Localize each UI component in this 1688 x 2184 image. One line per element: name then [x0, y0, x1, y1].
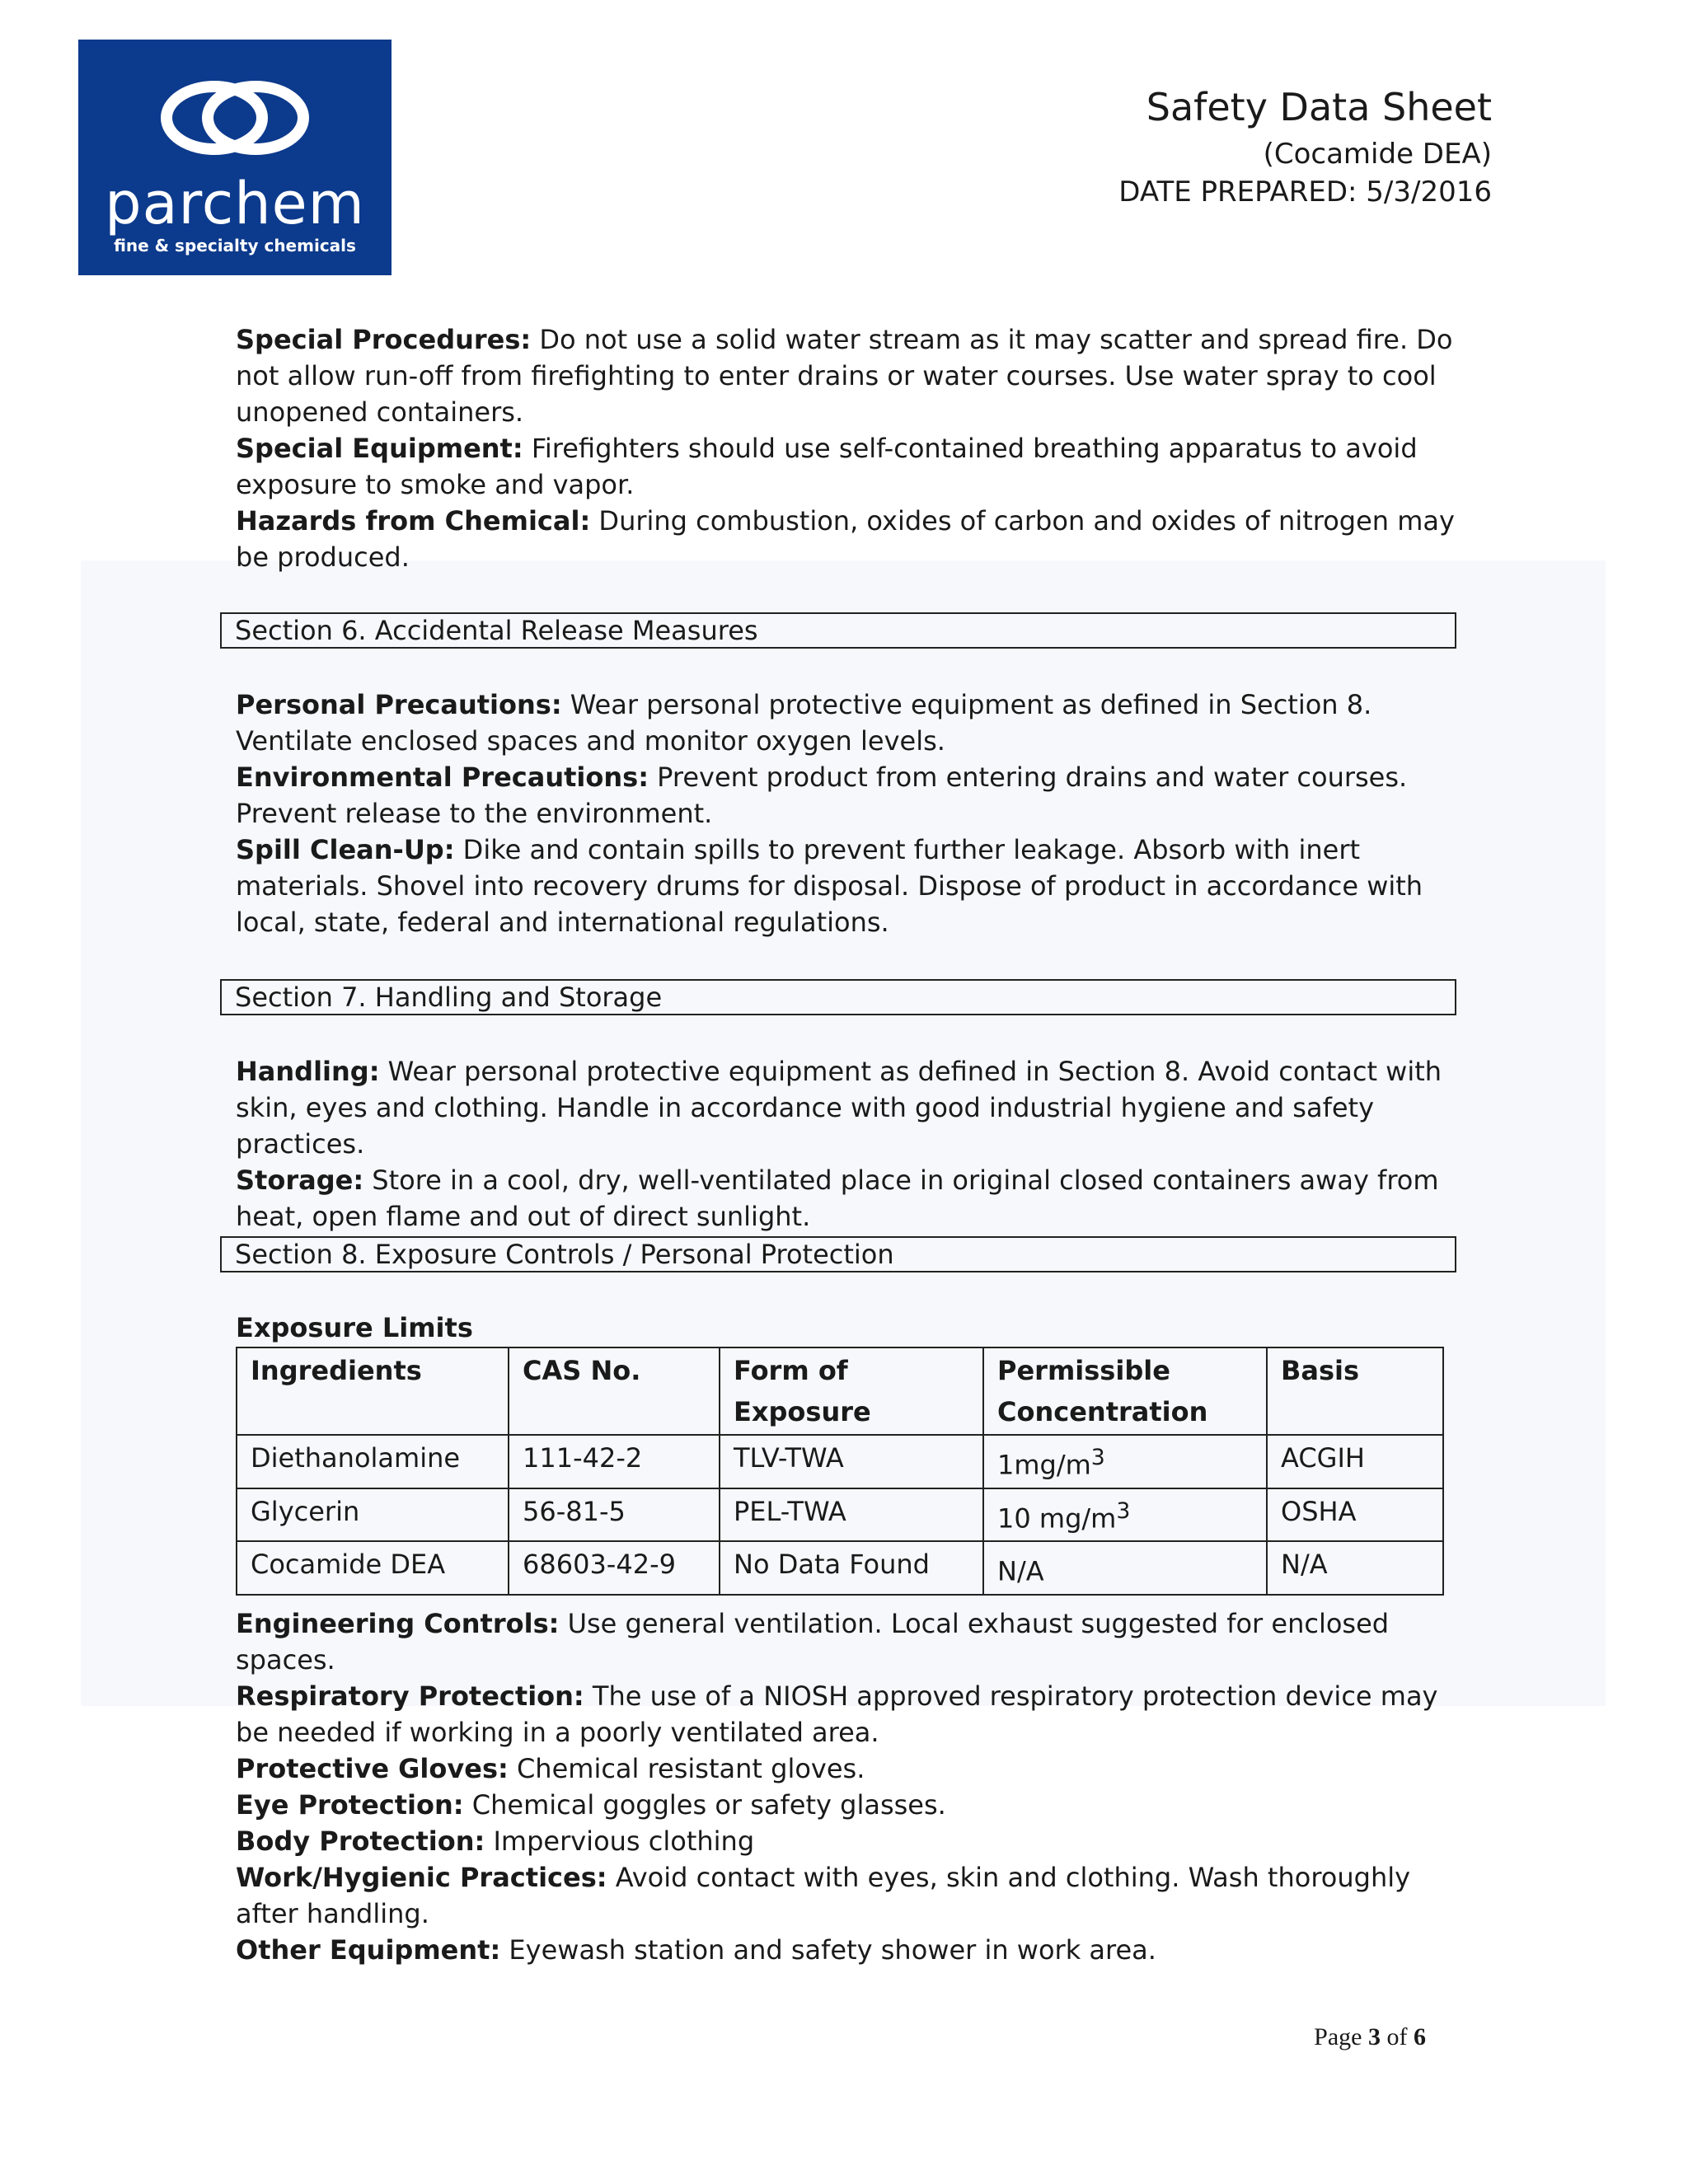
cell-cas: 68603-42-9: [509, 1541, 720, 1595]
cell-form: TLV-TWA: [720, 1435, 983, 1488]
concentration-value: N/A: [997, 1555, 1044, 1587]
cell-concentration: [983, 1541, 1267, 1595]
section-7-header: Section 7. Handling and Storage: [220, 979, 1456, 1015]
cell-concentration: [983, 1488, 1267, 1542]
section-8-header: Section 8. Exposure Controls / Personal Protection: [220, 1236, 1456, 1272]
page-total: 6: [1414, 2023, 1426, 2050]
paragraph-text: Wear personal protective equipment as defined in Section 8. Avoid contact with skin, eyes and clothing. Handle in accordance with good industrial hygiene and safety practices.: [236, 1056, 1442, 1160]
cell-form: PEL-TWA: [720, 1488, 983, 1542]
paragraph-label: Hazards from Chemical:: [236, 505, 591, 537]
cell-basis: ACGIH: [1267, 1435, 1443, 1488]
paragraph: [236, 1787, 1456, 1823]
paragraph: [236, 1678, 1456, 1750]
accidental-release-block: [236, 687, 1456, 940]
concentration-value: 10 mg/m: [997, 1502, 1117, 1535]
paragraph-label: Environmental Precautions:: [236, 762, 649, 793]
cell-ingredient: Glycerin: [237, 1488, 509, 1542]
personal-protection-block: [236, 1605, 1456, 1968]
cell-basis: N/A: [1267, 1541, 1443, 1595]
paragraph-text: Chemical goggles or safety glasses.: [463, 1789, 946, 1821]
section-6-header: Section 6. Accidental Release Measures: [220, 612, 1456, 649]
page-prefix: Page: [1314, 2023, 1368, 2050]
handling-storage-block: [236, 1053, 1456, 1235]
paragraph-text: Do not use a solid water stream as it may scatter and spread fire. Do not allow run-off from firefighting to enter drains or water courses. Use water spray to cool unopened containers.: [236, 324, 1453, 428]
paragraph-text: Use general ventilation. Local exhaust suggested for enclosed spaces.: [236, 1608, 1390, 1675]
cell-ingredient: Diethanolamine: [237, 1435, 509, 1488]
page-of: of: [1381, 2023, 1414, 2050]
concentration-exponent: 3: [1090, 1445, 1105, 1470]
paragraph-label: Storage:: [236, 1165, 364, 1196]
concentration-value: 1mg/m: [997, 1449, 1091, 1481]
document-title: Safety Data Sheet: [1146, 85, 1492, 129]
column-header: CAS No.: [509, 1347, 720, 1435]
paragraph-text: Store in a cool, dry, well-ventilated place in original closed containers away from heat, open flame and out of direct sunlight.: [236, 1165, 1439, 1232]
cell-cas: 56-81-5: [509, 1488, 720, 1542]
paragraph-label: Engineering Controls:: [236, 1608, 560, 1639]
paragraph-text: Avoid contact with eyes, skin and clothing. Wash thoroughly after handling.: [236, 1862, 1411, 1929]
logo-tagline: fine & specialty chemicals: [114, 236, 356, 255]
paragraph: [236, 503, 1456, 575]
paragraph-text: Wear personal protective equipment as defined in Section 8. Ventilate enclosed spaces and monitor oxygen levels.: [236, 689, 1372, 757]
document-header: [1118, 79, 1492, 211]
paragraph: [236, 1932, 1456, 1968]
cell-form: No Data Found: [720, 1541, 983, 1595]
paragraph-label: Respiratory Protection:: [236, 1680, 584, 1712]
cell-basis: OSHA: [1267, 1488, 1443, 1542]
logo-brand: parchem: [105, 170, 365, 237]
exposure-limits-heading: Exposure Limits: [236, 1312, 473, 1343]
paragraph: [236, 1053, 1456, 1162]
paragraph: [236, 687, 1456, 759]
paragraph-text: Dike and contain spills to prevent further leakage. Absorb with inert materials. Shovel into recovery drums for disposal. Dispose of product in accordance with local, state, federal and international regulations.: [236, 834, 1423, 938]
fire-procedures-block: [236, 321, 1456, 575]
paragraph-text: Chemical resistant gloves.: [508, 1753, 865, 1784]
paragraph: [236, 759, 1456, 832]
table-row: [237, 1488, 1443, 1542]
paragraph-text: During combustion, oxides of carbon and oxides of nitrogen may be produced.: [236, 505, 1455, 573]
column-header: Permissible Concentration: [983, 1347, 1267, 1435]
paragraph-text: Impervious clothing: [485, 1825, 755, 1857]
paragraph-text: Firefighters should use self-contained breathing apparatus to avoid exposure to smoke and vapor.: [236, 433, 1418, 500]
paragraph: [236, 1750, 1456, 1787]
paragraph-text: Prevent product from entering drains and water courses. Prevent release to the environment.: [236, 762, 1408, 829]
paragraph-label: Handling:: [236, 1056, 380, 1087]
paragraph-label: Spill Clean-Up:: [236, 834, 455, 865]
rings-icon: [157, 73, 313, 163]
paragraph: [236, 1823, 1456, 1859]
paragraph-label: Special Equipment:: [236, 433, 523, 464]
column-header: Basis: [1267, 1347, 1443, 1435]
product-name: (Cocamide DEA): [1263, 138, 1492, 171]
paragraph-text: Eyewash station and safety shower in work area.: [500, 1934, 1156, 1966]
paragraph: [236, 1162, 1456, 1235]
column-header: Form of Exposure: [720, 1347, 983, 1435]
paragraph-label: Protective Gloves:: [236, 1753, 509, 1784]
company-logo: [78, 40, 392, 275]
date-prepared: DATE PREPARED: 5/3/2016: [1118, 176, 1492, 209]
paragraph: [236, 832, 1456, 940]
paragraph: [236, 1605, 1456, 1678]
paragraph: [236, 430, 1456, 503]
column-header: Ingredients: [237, 1347, 509, 1435]
paragraph: [236, 1859, 1456, 1932]
cell-ingredient: Cocamide DEA: [237, 1541, 509, 1595]
paragraph-label: Work/Hygienic Practices:: [236, 1862, 607, 1893]
cell-cas: 111-42-2: [509, 1435, 720, 1488]
exposure-limits-table: [236, 1347, 1444, 1596]
paragraph-text: The use of a NIOSH approved respiratory protection device may be needed if working in a poorly ventilated area.: [236, 1680, 1438, 1748]
paragraph-label: Body Protection:: [236, 1825, 485, 1857]
page-current: 3: [1368, 2023, 1381, 2050]
page-number: [1314, 2023, 1426, 2051]
table-row: [237, 1541, 1443, 1595]
paragraph-label: Other Equipment:: [236, 1934, 501, 1966]
cell-concentration: [983, 1435, 1267, 1488]
paragraph-label: Eye Protection:: [236, 1789, 464, 1821]
paragraph: [236, 321, 1456, 430]
table-header-row: [237, 1347, 1443, 1435]
table-row: [237, 1435, 1443, 1488]
paragraph-label: Special Procedures:: [236, 324, 532, 355]
paragraph-label: Personal Precautions:: [236, 689, 562, 720]
concentration-exponent: 3: [1116, 1497, 1131, 1524]
